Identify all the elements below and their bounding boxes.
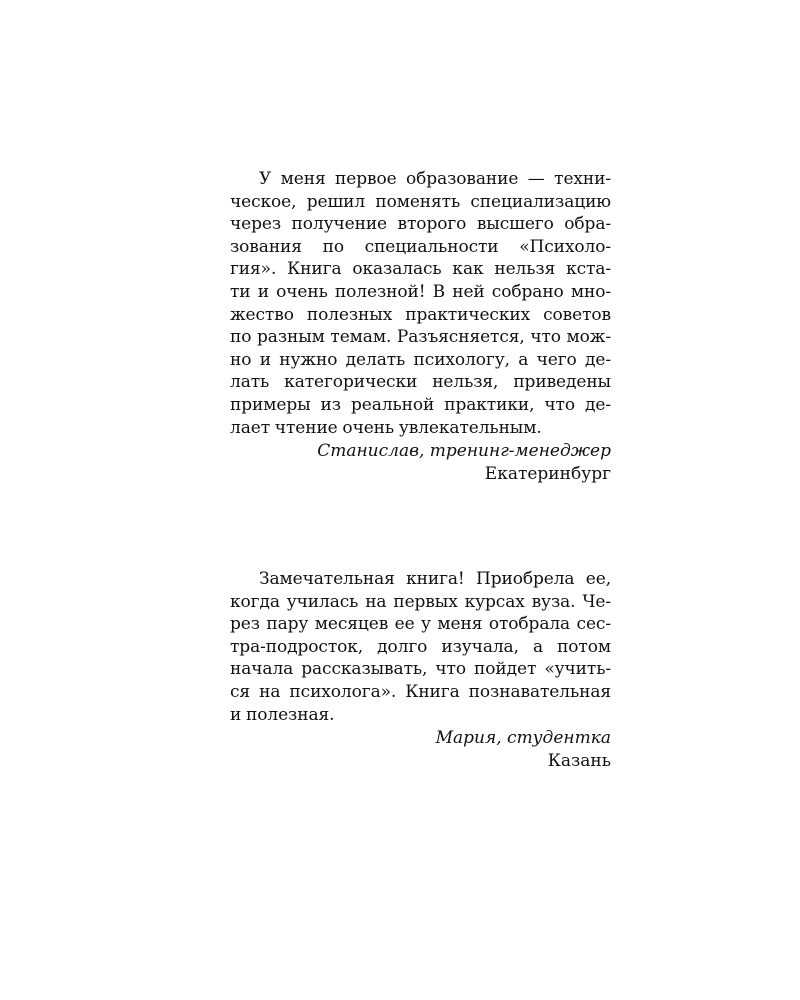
text-line: примеры из реальной практики, что де- — [230, 394, 611, 415]
text-line: ческое, решил поменять специализацию — [230, 191, 611, 212]
text-line: ся на психолога». Книга познавательная — [230, 681, 611, 702]
review-text — [230, 168, 611, 439]
text-line: Замечательная книга! Приобрела ее, — [259, 569, 611, 589]
text-line: жество полезных практических советов — [230, 304, 611, 325]
review-stanislav — [230, 168, 611, 485]
review-maria — [230, 568, 611, 772]
text-line: лать категорически нельзя, приведены — [230, 372, 611, 393]
text-line: гия». Книга оказалась как нельзя кста- — [230, 259, 611, 280]
text-line: ти и очень полезной! В ней собрано мно- — [230, 281, 611, 302]
text-line: лает чтение очень увлекательным. — [230, 417, 542, 438]
text-line: но и нужно делать психологу, а чего де- — [230, 349, 611, 370]
text-line: по разным темам. Разъясняется, что мож- — [230, 327, 611, 348]
review-city: Екатеринбург — [484, 463, 611, 484]
review-author: Мария, студентка — [435, 728, 611, 749]
text-line: У меня первое образование — техни- — [259, 169, 611, 189]
text-line: начала рассказывать, что пойдет «учить- — [230, 659, 611, 680]
review-author: Станислав, тренинг-менеджер — [317, 441, 611, 462]
review-text — [230, 568, 611, 726]
text-line: через получение второго высшего обра- — [230, 214, 611, 235]
text-line: тра-подросток, долго изучала, а потом — [230, 636, 611, 657]
text-line: рез пару месяцев ее у меня отобрала сес- — [230, 614, 611, 635]
text-line: когда училась на первых курсах вуза. Че- — [230, 591, 611, 612]
text-line: зования по специальности «Психоло- — [230, 236, 611, 257]
text-line: и полезная. — [230, 704, 335, 725]
review-city: Казань — [547, 750, 611, 771]
